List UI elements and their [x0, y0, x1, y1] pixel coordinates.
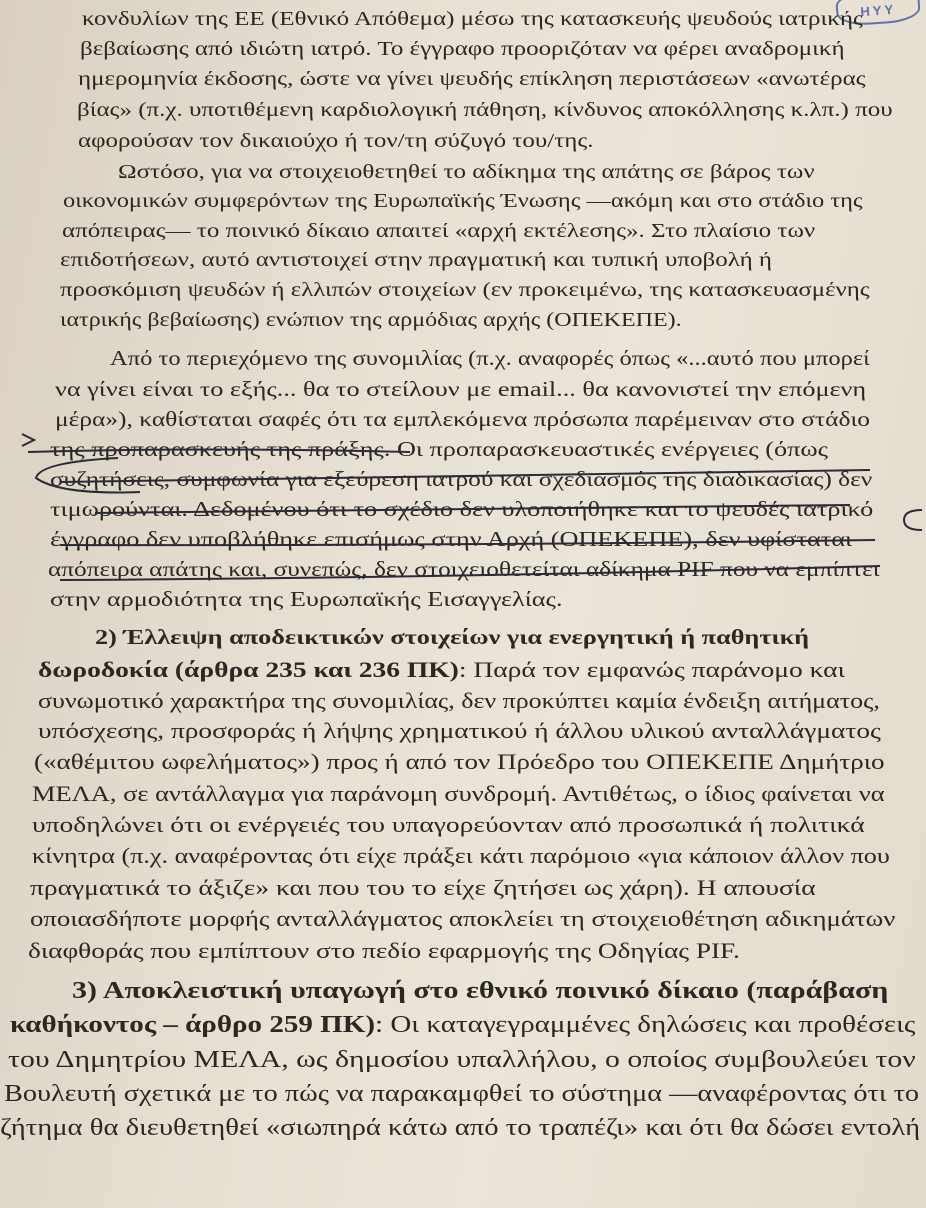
line-text: συζητήσεις, συμφωνία για εξεύρεση ιατρού και σχεδιασμός της διαδικασίας) δεν: [50, 467, 873, 491]
line-text: έγγραφο δεν υποβλήθηκε επισήμως στην Αρχή (ΟΠΕΚΕΠΕ), δεν υφίσταται: [50, 527, 853, 551]
line-text: βεβαίωσης από ιδιώτη ιατρό. Το έγγραφο προοριζόταν να φέρει αναδρομική: [80, 38, 845, 60]
text-line: [60, 307, 682, 333]
line-text: στην αρμοδιότητα της Ευρωπαϊκής Εισαγγελίας.: [50, 587, 563, 611]
bold-heading: δωροδοκία (άρθρα 235 και 236 ΠΚ): [38, 657, 459, 682]
text-line: [4, 1079, 919, 1109]
bold-heading: καθήκοντος – άρθρο 259 ΠΚ): [10, 1012, 375, 1038]
line-text: Από το περιεχόμενο της συνομιλίας (π.χ. αναφορές όπως «...αυτό που μπορεί: [110, 346, 870, 370]
line-text: ιατρικής βεβαίωσης) ενώπιον της αρμόδιας αρχής (ΟΠΕΚΕΠΕ).: [60, 309, 682, 331]
text-line: [38, 656, 845, 684]
line-text: υπόσχεσης, προσφοράς ή λήψης χρηματικού ή άλλου υλικού ανταλλάγματος: [38, 718, 881, 743]
line-text: ΜΕΛΑ, σε αντάλλαγμα για παράνομη συνδρομή. Αντιθέτως, ο ίδιος φαίνεται να: [32, 781, 885, 806]
line-text: της προπαρασκευής της πράξης. Οι προπαρασκευαστικές ενέργειες (όπως: [50, 437, 829, 461]
line-text: διαφθοράς που εμπίπτουν στο πεδίο εφαρμογής της Οδηγίας PIF.: [28, 938, 740, 963]
text-line: [50, 496, 873, 523]
text-line: [77, 97, 893, 123]
bold-heading: 3) Αποκλειστική υπαγωγή στο εθνικό ποινικό δίκαιο (παράβαση: [72, 978, 889, 1004]
line-text: του Δημητρίου ΜΕΛΑ, ως δημοσίου υπαλλήλου, ο οποίος συμβουλεύει τον: [8, 1047, 916, 1073]
line-text: προσκόμιση ψευδών ή ελλιπών στοιχείων (εν προκειμένω, της κατασκευασμένης: [60, 279, 870, 301]
text-line: [32, 811, 865, 839]
text-line: [95, 624, 809, 651]
text-line: [30, 874, 816, 902]
line-text: υποδηλώνει ότι οι ενέργειές του υπαγορεύονταν από προσωπικά ή πολιτικά: [32, 812, 865, 837]
text-line: [63, 188, 863, 214]
text-line: [60, 247, 772, 273]
bold-heading: 2) Έλλειψη αποδεικτικών στοιχείων για ενεργητική ή παθητική: [95, 625, 810, 649]
line-text: οποιασδήποτε μορφής ανταλλάγματος αποκλείει τη στοιχειοθέτηση αδικημάτων: [30, 906, 896, 931]
line-text: ημερομηνία έκδοσης, ώστε να γίνει ψευδής επίκληση περιστάσεων «ανωτέρας: [78, 68, 866, 90]
text-line: [118, 159, 815, 185]
text-line: [32, 842, 890, 870]
text-line: [78, 66, 866, 92]
line-text: Βουλευτή σχετικά με το πώς να παρακαμφθεί το σύστημα —αναφέροντας ότι το: [4, 1081, 920, 1107]
text-line: [8, 1045, 916, 1075]
text-line: [78, 128, 594, 154]
text-line: [55, 406, 870, 433]
text-line: [0, 1113, 920, 1143]
stamp: ΗΥΥ: [835, 0, 921, 27]
margin-mark: [904, 510, 922, 530]
line-text: κίνητρα (π.χ. αναφέροντας ότι είχε πράξει κάτι παρόμοιο «για κάποιον άλλον που: [32, 843, 890, 868]
line-text: αφορούσαν τον δικαιούχο ή τον/τη σύζυγό του/της.: [78, 130, 594, 152]
text-line: [50, 466, 872, 493]
line-text: οικονομικών συμφερόντων της Ευρωπαϊκής Ένωσης —ακόμη και στο στάδιο της: [63, 190, 863, 212]
text-line: [80, 36, 845, 62]
text-line: [62, 218, 815, 244]
text-line: [10, 1010, 915, 1040]
line-text: : Οι καταγεγραμμένες δηλώσεις και προθέσεις: [374, 1012, 916, 1038]
text-line: [38, 687, 880, 715]
text-line: [34, 748, 885, 776]
line-text: να γίνει είναι το εξής... θα το στείλουν με email... θα κανονιστεί την επόμενη: [55, 377, 867, 401]
line-text: μέρα»), καθίσταται σαφές ότι τα εμπλεκόμενα πρόσωπα παρέμειναν στο στάδιο: [55, 407, 871, 431]
line-text: βίας» (π.χ. υποτιθέμενη καρδιολογική πάθηση, κίνδυνος αποκόλλησης κ.λπ.) που: [77, 99, 893, 121]
text-line: [38, 717, 881, 745]
text-line: [28, 937, 740, 965]
line-text: ζήτημα θα διευθετηθεί «σιωπηρά κάτω από το τραπέζι» και ότι θα δώσει εντολή: [0, 1115, 921, 1141]
line-text: απόπειρα απάτης και, συνεπώς, δεν στοιχειοθετείται αδίκημα PIF που να εμπίπτει: [48, 557, 880, 581]
text-line: [82, 6, 863, 32]
line-text: τιμωρούνται. Δεδομένου ότι το σχέδιο δεν υλοποιήθηκε και το ψευδές ιατρικό: [50, 497, 874, 521]
line-text: πραγματικά το άξιζε» και που του το είχε ζητήσει ως χάρη). Η απουσία: [30, 875, 816, 900]
line-text: («αθέμιτου ωφελήματος») προς ή από τον Πρόεδρο του ΟΠΕΚΕΠΕ Δημήτριο: [34, 749, 885, 774]
text-line: [32, 780, 885, 808]
line-text: : Παρά τον εμφανώς παράνομο και: [458, 657, 845, 682]
pen-arrow-mark: [22, 434, 34, 446]
text-line: [55, 376, 866, 403]
text-line: [50, 586, 563, 613]
text-line: [60, 277, 870, 303]
text-line: [110, 345, 870, 372]
line-text: απόπειρας— το ποινικό δίκαιο απαιτεί «αρχή εκτέλεσης». Στο πλαίσιο των: [62, 220, 816, 242]
text-line: [48, 556, 880, 583]
text-line: [30, 905, 895, 933]
line-text: Ωστόσο, για να στοιχειοθετηθεί το αδίκημα της απάτης σε βάρος των: [118, 161, 815, 183]
text-line: [72, 976, 888, 1006]
line-text: κονδυλίων της ΕΕ (Εθνικό Απόθεμα) μέσω της κατασκευής ψευδούς ιατρικής: [82, 8, 863, 30]
text-line: [50, 526, 852, 553]
text-line: [50, 436, 828, 463]
line-text: επιδοτήσεων, αυτό αντιστοιχεί στην πραγματική και τυπική υποβολή ή: [60, 249, 773, 271]
line-text: συνωμοτικό χαρακτήρα της συνομιλίας, δεν προκύπτει καμία ένδειξη αιτήματος,: [38, 688, 880, 713]
